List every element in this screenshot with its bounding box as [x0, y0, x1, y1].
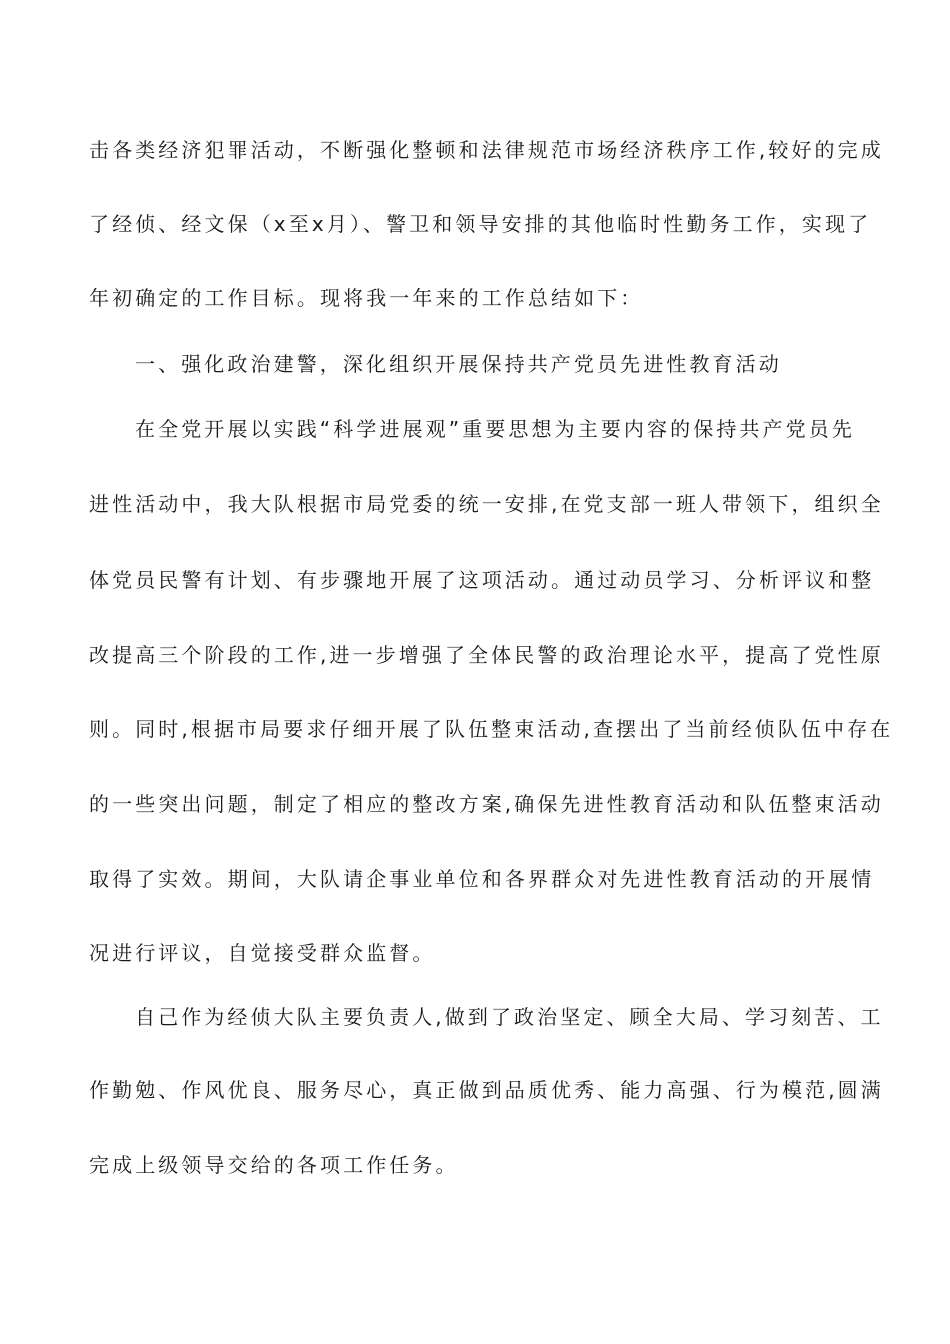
text-line: 进性活动中，我大队根据市局党委的统一安排,在党支部一班人带领下，组织全: [89, 492, 884, 516]
text-line: 完成上级领导交给的各项工作任务。: [89, 1153, 459, 1177]
text-line: 的一些突出问题，制定了相应的整改方案,确保先进性教育活动和队伍整束活动: [89, 792, 884, 816]
section-heading: 一、强化政治建警，深化组织开展保持共产党员先进性教育活动: [135, 352, 782, 376]
text-line: 作勤勉、作风优良、服务尽心，真正做到品质优秀、能力高强、行为模范,圆满: [89, 1078, 884, 1102]
text-line: 取得了实效。期间，大队请企事业单位和各界群众对先进性教育活动的开展情: [89, 867, 875, 891]
text-line: 况进行评议，自觉接受群众监督。: [89, 941, 436, 965]
text-line: 在全党开展以实践“科学进展观”重要思想为主要内容的保持共产党员先: [135, 417, 855, 441]
text-line: 了经侦、经文保（x至x月）、警卫和领导安排的其他临时性勤务工作，实现了: [89, 212, 872, 236]
text-line: 自己作为经侦大队主要负责人,做到了政治坚定、顾全大局、学习刻苦、工: [135, 1005, 884, 1029]
text-line: 则。同时,根据市局要求仔细开展了队伍整束活动,查摆出了当前经侦队伍中存在: [89, 717, 894, 741]
text-line: 击各类经济犯罪活动，不断强化整顿和法律规范市场经济秩序工作,较好的完成: [89, 138, 884, 162]
text-line: 年初确定的工作目标。现将我一年来的工作总结如下：: [89, 286, 644, 310]
text-line: 体党员民警有计划、有步骤地开展了这项活动。通过动员学习、分析评议和整: [89, 568, 875, 592]
text-line: 改提高三个阶段的工作,进一步增强了全体民警的政治理论水平，提高了党性原: [89, 643, 884, 667]
